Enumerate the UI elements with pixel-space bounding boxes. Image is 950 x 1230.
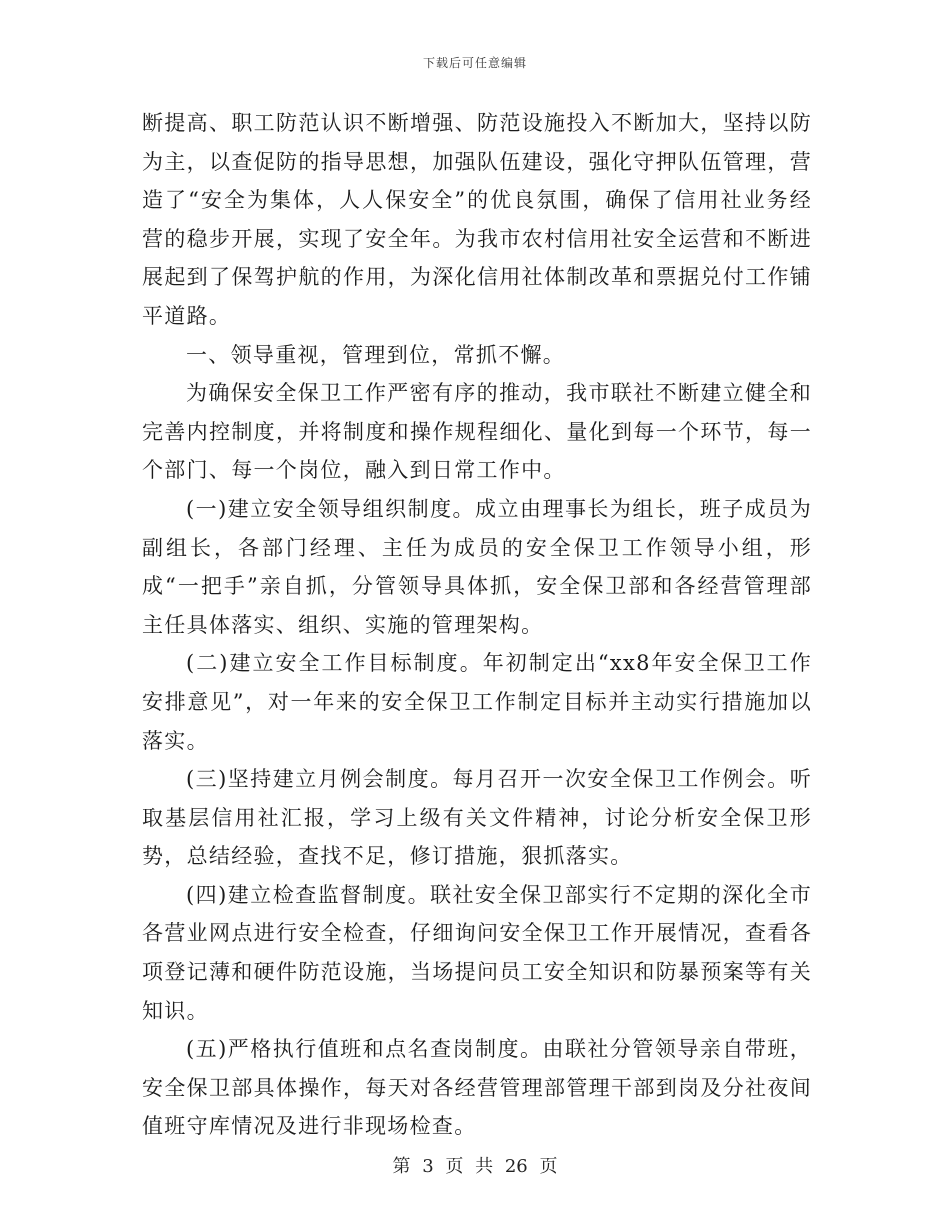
list-item: (四)建立检查监督制度。联社安全保卫部实行不定期的深化全市各营业网点进行安全检查，仔细询问安全保卫工作开展情况，查看各项登记薄和硬件防范设施，当场提问员工安全知识和防暴预案等有关知识。 [142, 882, 812, 1023]
list-item: (二)建立安全工作目标制度。年初制定出“xx8年安全保卫工作安排意见”，对一年来的安全保卫工作制定目标并主动实行措施加以落实。 [142, 651, 812, 753]
section-heading: 一、领导重视，管理到位，常抓不懈。 [186, 342, 566, 367]
document-body [142, 104, 812, 1146]
list-item: (三)坚持建立月例会制度。每月召开一次安全保卫工作例会。听取基层信用社汇报，学习上级有关文件精神，讨论分析安全保卫形势，总结经验，查找不足，修订措施，狠抓落实。 [142, 767, 812, 869]
page-header: 下载后可任意编辑 [422, 56, 527, 70]
list-item: (五)严格执行值班和点名查岗制度。由联社分管领导亲自带班，安全保卫部具体操作，每天对各经营管理部管理干部到岗及分社夜间值班守库情况及进行非现场检查。 [142, 1037, 812, 1139]
paragraph: 为确保安全保卫工作严密有序的推动，我市联社不断建立健全和完善内控制度，并将制度和操作规程细化、量化到每一个环节，每一个部门、每一个岗位，融入到日常工作中。 [142, 381, 812, 483]
list-item: (一)建立安全领导组织制度。成立由理事长为组长，班子成员为副组长，各部门经理、主任为成员的安全保卫工作领导小组，形成“一把手”亲自抓，分管领导具体抓，安全保卫部和各经营管理部主任具体落实、组织、实施的管理架构。 [142, 496, 812, 637]
paragraph: 断提高、职工防范认识不断增强、防范设施投入不断加大，坚持以防为主，以查促防的指导思想，加强队伍建设，强化守押队伍管理，营造了“安全为集体，人人保安全”的优良氛围，确保了信用社业务经营的稳步开展，实现了安全年。为我市农村信用社安全运营和不断进展起到了保驾护航的作用，为深化信用社体制改革和票据兑付工作铺平道路。 [142, 111, 812, 328]
page-number: 第 3 页 共 26 页 [392, 1156, 558, 1177]
